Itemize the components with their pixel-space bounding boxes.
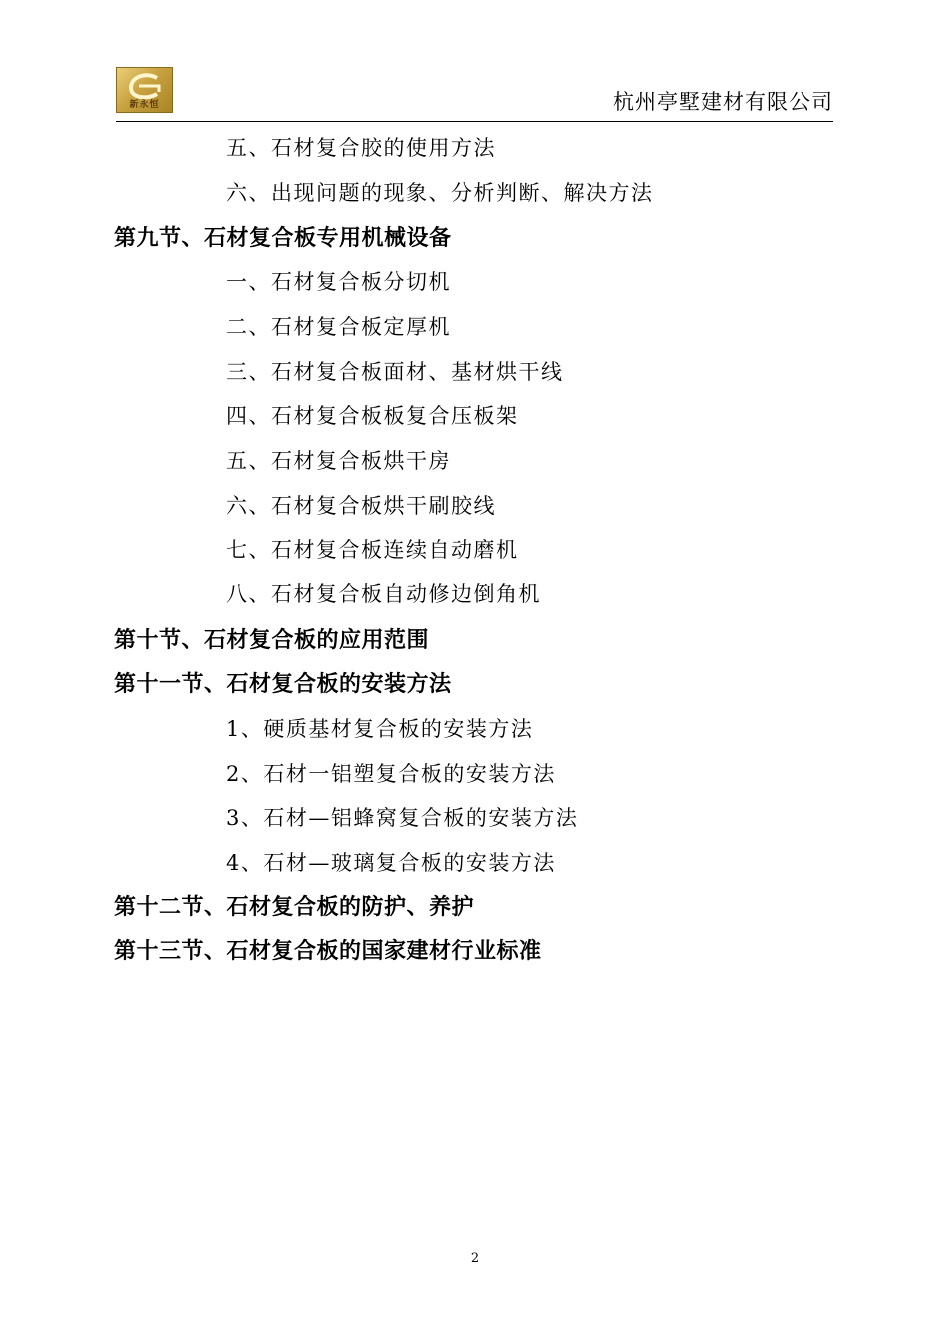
company-logo <box>116 67 173 113</box>
toc-subsection-item: 七、石材复合板连续自动磨机 <box>226 538 519 562</box>
toc-subsection-item: 三、石材复合板面材、基材烘干线 <box>226 360 564 384</box>
toc-subsection-item: 2、石材一铝塑复合板的安装方法 <box>226 762 556 786</box>
toc-subsection-item: 一、石材复合板分切机 <box>226 270 451 294</box>
company-name: 杭州亭墅建材有限公司 <box>613 90 833 114</box>
toc-subsection-item: 五、石材复合胶的使用方法 <box>226 136 496 160</box>
toc-subsection-item: 4、石材—玻璃复合板的安装方法 <box>226 851 556 875</box>
toc-subsection-item: 二、石材复合板定厚机 <box>226 315 451 339</box>
toc-section-heading: 第十一节、石材复合板的安装方法 <box>114 672 452 697</box>
toc-section-heading: 第十二节、石材复合板的防护、养护 <box>114 895 475 920</box>
header-divider <box>116 121 833 122</box>
toc-subsection-item: 六、出现问题的现象、分析判断、解决方法 <box>226 181 654 205</box>
toc-subsection-item: 八、石材复合板自动修边倒角机 <box>226 582 541 606</box>
toc-subsection-item: 四、石材复合板板复合压板架 <box>226 404 519 428</box>
toc-subsection-item: 3、石材—铝蜂窝复合板的安装方法 <box>226 806 579 830</box>
toc-subsection-item: 1、硬质基材复合板的安装方法 <box>226 717 534 741</box>
toc-section-heading: 第九节、石材复合板专用机械设备 <box>114 226 452 251</box>
toc-subsection-item: 五、石材复合板烘干房 <box>226 449 451 473</box>
logo-text: 新永恒 <box>129 100 160 110</box>
toc-section-heading: 第十节、石材复合板的应用范围 <box>114 628 430 653</box>
toc-subsection-item: 六、石材复合板烘干刷胶线 <box>226 494 496 518</box>
toc-section-heading: 第十三节、石材复合板的国家建材行业标准 <box>114 939 542 964</box>
page-number: 2 <box>470 1251 480 1266</box>
